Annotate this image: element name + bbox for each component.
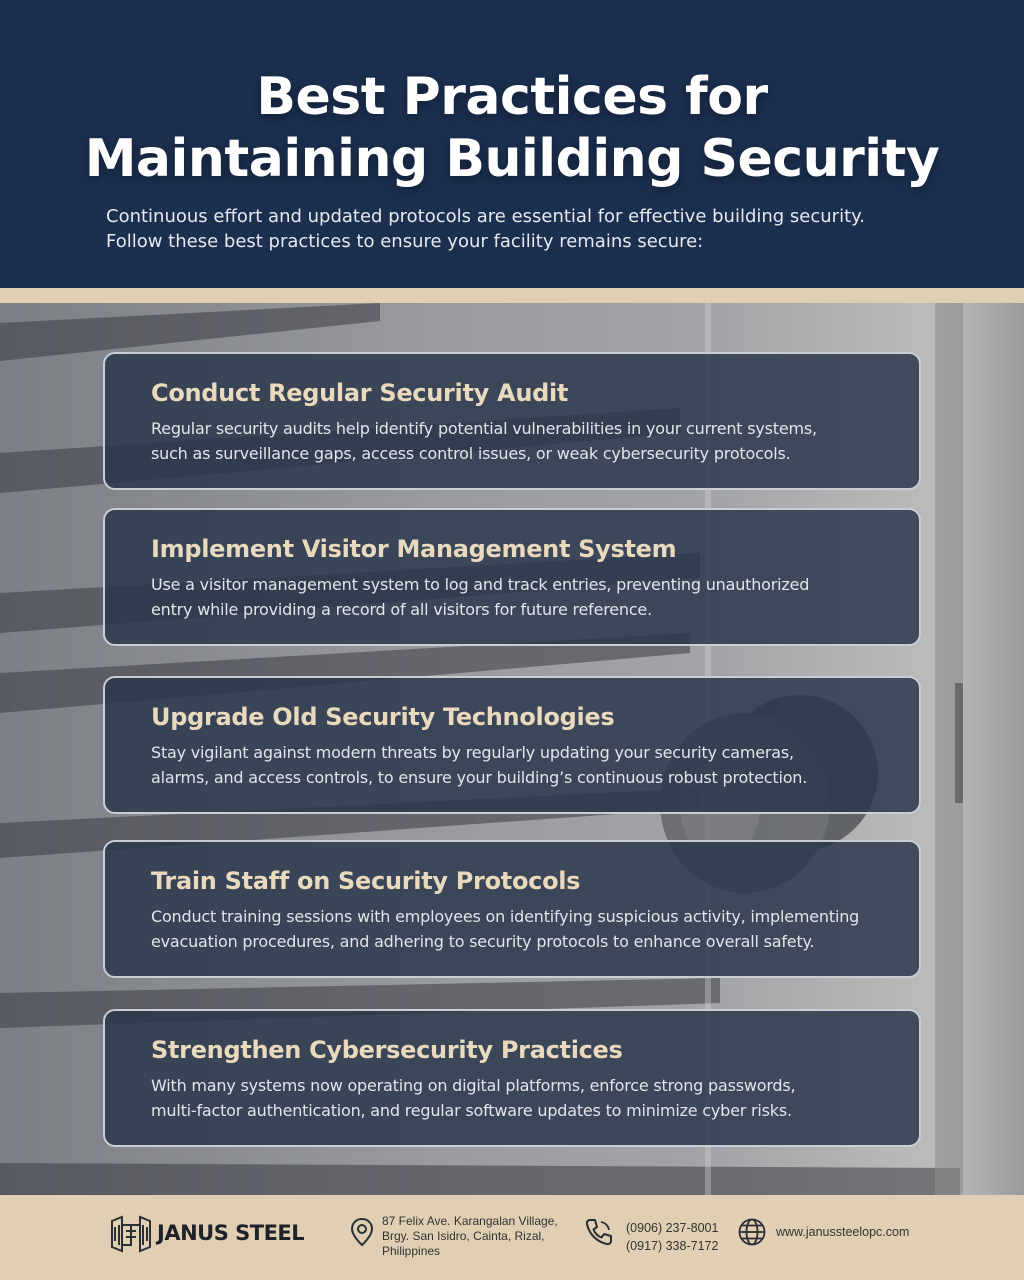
- footer: [0, 1195, 1024, 1280]
- page-title: [0, 66, 1024, 190]
- address-line: 87 Felix Ave. Karangalan Village,: [382, 1214, 558, 1228]
- globe-icon: [737, 1217, 767, 1247]
- address-line: Brgy. San Isidro, Cainta, Rizal,: [382, 1229, 545, 1243]
- practice-title: Conduct Regular Security Audit: [151, 379, 569, 407]
- practice-description: [151, 740, 873, 790]
- page-subtitle: [106, 204, 946, 254]
- description-line: With many systems now operating on digital platforms, enforce strong passwords,: [151, 1076, 796, 1095]
- practice-description: [151, 904, 873, 954]
- description-line: alarms, and access controls, to ensure your building’s continuous robust protection.: [151, 768, 808, 787]
- description-line: entry while providing a record of all visitors for future reference.: [151, 600, 652, 619]
- description-line: Use a visitor management system to log and track entries, preventing unauthorized: [151, 575, 810, 594]
- practice-title: Upgrade Old Security Technologies: [151, 703, 615, 731]
- practice-title: Implement Visitor Management System: [151, 535, 677, 563]
- practice-card: [103, 676, 921, 814]
- address: [382, 1214, 558, 1259]
- practice-card: [103, 1009, 921, 1147]
- practice-title: Train Staff on Security Protocols: [151, 867, 581, 895]
- logo-icon: [108, 1215, 154, 1255]
- description-line: multi-factor authentication, and regular software updates to minimize cyber risks.: [151, 1101, 792, 1120]
- title-line-1: Best Practices for: [256, 67, 768, 127]
- brand-name: JANUS STEEL: [157, 1221, 305, 1245]
- phone-number[interactable]: (0906) 237-8001: [626, 1221, 719, 1235]
- description-line: Regular security audits help identify potential vulnerabilities in your current systems,: [151, 419, 817, 438]
- subtitle-line-1: Continuous effort and updated protocols are essential for effective building security.: [106, 206, 865, 227]
- description-line: Stay vigilant against modern threats by regularly updating your security cameras,: [151, 743, 794, 762]
- phone-icon: [584, 1217, 614, 1247]
- header: [0, 0, 1024, 288]
- description-line: evacuation procedures, and adhering to security protocols to enhance overall safety.: [151, 932, 815, 951]
- address-line: Philippines: [382, 1244, 441, 1258]
- practice-description: [151, 1073, 873, 1123]
- phone-numbers: [626, 1219, 718, 1255]
- practice-description: [151, 572, 873, 622]
- website-link[interactable]: www.janussteelopc.com: [776, 1225, 910, 1239]
- title-line-2: Maintaining Building Security: [84, 129, 940, 189]
- description-line: Conduct training sessions with employees on identifying suspicious activity, implementing: [151, 907, 860, 926]
- location-pin-icon: [350, 1217, 374, 1247]
- practice-card: [103, 352, 921, 490]
- practice-card: [103, 508, 921, 646]
- accent-band: [0, 288, 1024, 303]
- practice-description: [151, 416, 873, 466]
- description-line: such as surveillance gaps, access control issues, or weak cybersecurity protocols.: [151, 444, 791, 463]
- practice-card: [103, 840, 921, 978]
- practice-title: Strengthen Cybersecurity Practices: [151, 1036, 623, 1064]
- subtitle-line-2: Follow these best practices to ensure your facility remains secure:: [106, 231, 704, 252]
- phone-number[interactable]: (0917) 338-7172: [626, 1239, 719, 1253]
